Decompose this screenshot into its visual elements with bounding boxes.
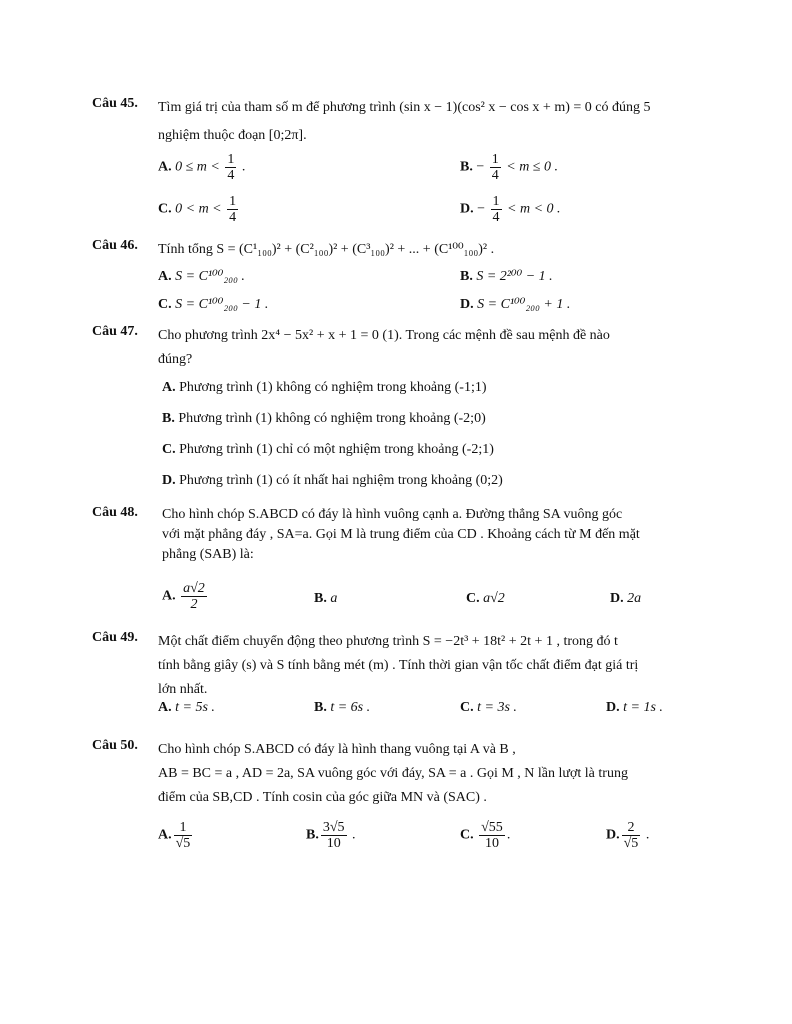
fraction: $\frac{1}{4}$ — [491, 152, 499, 183]
question-label: Câu 46. — [92, 238, 138, 253]
question-line: Cho hình chóp S.ABCD có đáy là hình vuông cạnh a. Đường thẳng SA vuông góc — [162, 507, 623, 522]
option-b: B. Phương trình (1) không có nghiệm trong khoảng (-2;0) — [162, 411, 486, 426]
question-50 — [92, 738, 722, 863]
question-text: Tính tổng S = (C¹₁₀₀)² + (C²₁₀₀)² + (C³₁₀₀)² + ... + (C¹⁰⁰₁₀₀)² . — [158, 242, 495, 257]
option-b: B. t = 6s . — [314, 700, 371, 715]
question-label: Câu 50. — [92, 738, 138, 753]
question-line: phẳng (SAB) là: — [162, 547, 254, 562]
question-label: Câu 47. — [92, 324, 138, 339]
question-line: tính bằng giây (s) và S tính bằng mét (m) . Tính thời gian vận tốc chất điểm đạt giá trị — [158, 658, 639, 673]
option-d: D. $\frac{2}{√5}$ . — [606, 820, 650, 851]
fraction: $\frac{1}{4}$ — [492, 194, 500, 225]
question-line: đúng? — [158, 352, 193, 367]
question-47 — [92, 324, 722, 494]
question-label: Câu 48. — [92, 505, 138, 520]
fraction: $\frac{1}{√5}$ — [175, 820, 191, 851]
option-b: B. S = 2²⁰⁰ − 1 . — [460, 269, 553, 284]
question-label: Câu 45. — [92, 96, 138, 111]
question-49 — [92, 630, 722, 725]
option-a: A. $\frac{1}{√5}$ — [158, 820, 191, 851]
option-c: C. t = 3s . — [460, 700, 517, 715]
question-line: nghiệm thuộc đoạn [0;2π]. — [158, 128, 307, 143]
option-d: D. Phương trình (1) có ít nhất hai nghiệm trong khoảng (0;2) — [162, 473, 503, 488]
fraction: $\frac{1}{4}$ — [227, 152, 235, 183]
option-c: C. a√2 — [466, 591, 505, 606]
option-d: D. 2a — [610, 591, 642, 606]
question-line: điểm của SB,CD . Tính cosin của góc giữa MN và (SAC) . — [158, 790, 487, 805]
option-b: B. $\frac{3√5}{10}$ . — [306, 820, 356, 851]
fraction: $\frac{a√2}{2}$ — [183, 581, 205, 612]
option-c: C. $\frac{√55}{10}$ . — [460, 820, 511, 851]
question-text — [158, 630, 722, 702]
question-text — [158, 324, 722, 372]
option-d: D. − $\frac{1}{4}$ < m < 0 . — [460, 194, 561, 225]
option-a: A. S = C¹⁰⁰₂₀₀ . — [158, 269, 245, 284]
option-c: C. 0 < m < $\frac{1}{4}$ — [158, 194, 237, 225]
option-a: A. 0 ≤ m < $\frac{1}{4}$ . — [158, 152, 246, 183]
option-a: A. $\frac{a√2}{2}$ — [162, 581, 205, 612]
question-label: Câu 49. — [92, 630, 138, 645]
question-line: Cho phương trình 2x⁴ − 5x² + x + 1 = 0 (1). Trong các mệnh đề sau mệnh đề nào — [158, 328, 610, 343]
question-line: với mặt phẳng đáy , SA=a. Gọi M là trung điểm của CD . Khoảng cách từ M đến mặt — [162, 527, 640, 542]
option-c: C. S = C¹⁰⁰₂₀₀ − 1 . — [158, 297, 269, 312]
question-46 — [92, 238, 722, 318]
option-a: A. t = 5s . — [158, 700, 215, 715]
question-line: Tìm giá trị của tham số m để phương trình (sin x − 1)(cos² x − cos x + m) = 0 có đúng 5 — [158, 100, 651, 115]
question-line: Một chất điểm chuyển động theo phương trình S = −2t³ + 18t² + 2t + 1 , trong đó t — [158, 634, 618, 649]
question-line: Cho hình chóp S.ABCD có đáy là hình thang vuông tại A và B , — [158, 742, 516, 757]
option-d: D. t = 1s . — [606, 700, 663, 715]
option-b: B. a — [314, 591, 338, 606]
question-text — [162, 505, 722, 565]
question-text — [158, 738, 722, 810]
fraction: $\frac{2}{√5}$ — [623, 820, 639, 851]
question-line: AB = BC = a , AD = 2a, SA vuông góc với đáy, SA = a . Gọi M , N lần lượt là trung — [158, 766, 628, 781]
question-45 — [92, 96, 722, 226]
fraction: $\frac{√55}{10}$ — [481, 820, 503, 851]
option-d: D. S = C¹⁰⁰₂₀₀ + 1 . — [460, 297, 571, 312]
option-b: B. − $\frac{1}{4}$ < m ≤ 0 . — [460, 152, 558, 183]
question-text — [158, 96, 722, 148]
fraction: $\frac{3√5}{10}$ — [322, 820, 345, 851]
question-48 — [92, 505, 722, 620]
option-a: A. Phương trình (1) không có nghiệm trong khoảng (-1;1) — [162, 380, 487, 395]
fraction: $\frac{1}{4}$ — [229, 194, 237, 225]
question-line: lớn nhất. — [158, 682, 208, 697]
option-c: C. Phương trình (1) chỉ có một nghiệm trong khoảng (-2;1) — [162, 442, 494, 457]
